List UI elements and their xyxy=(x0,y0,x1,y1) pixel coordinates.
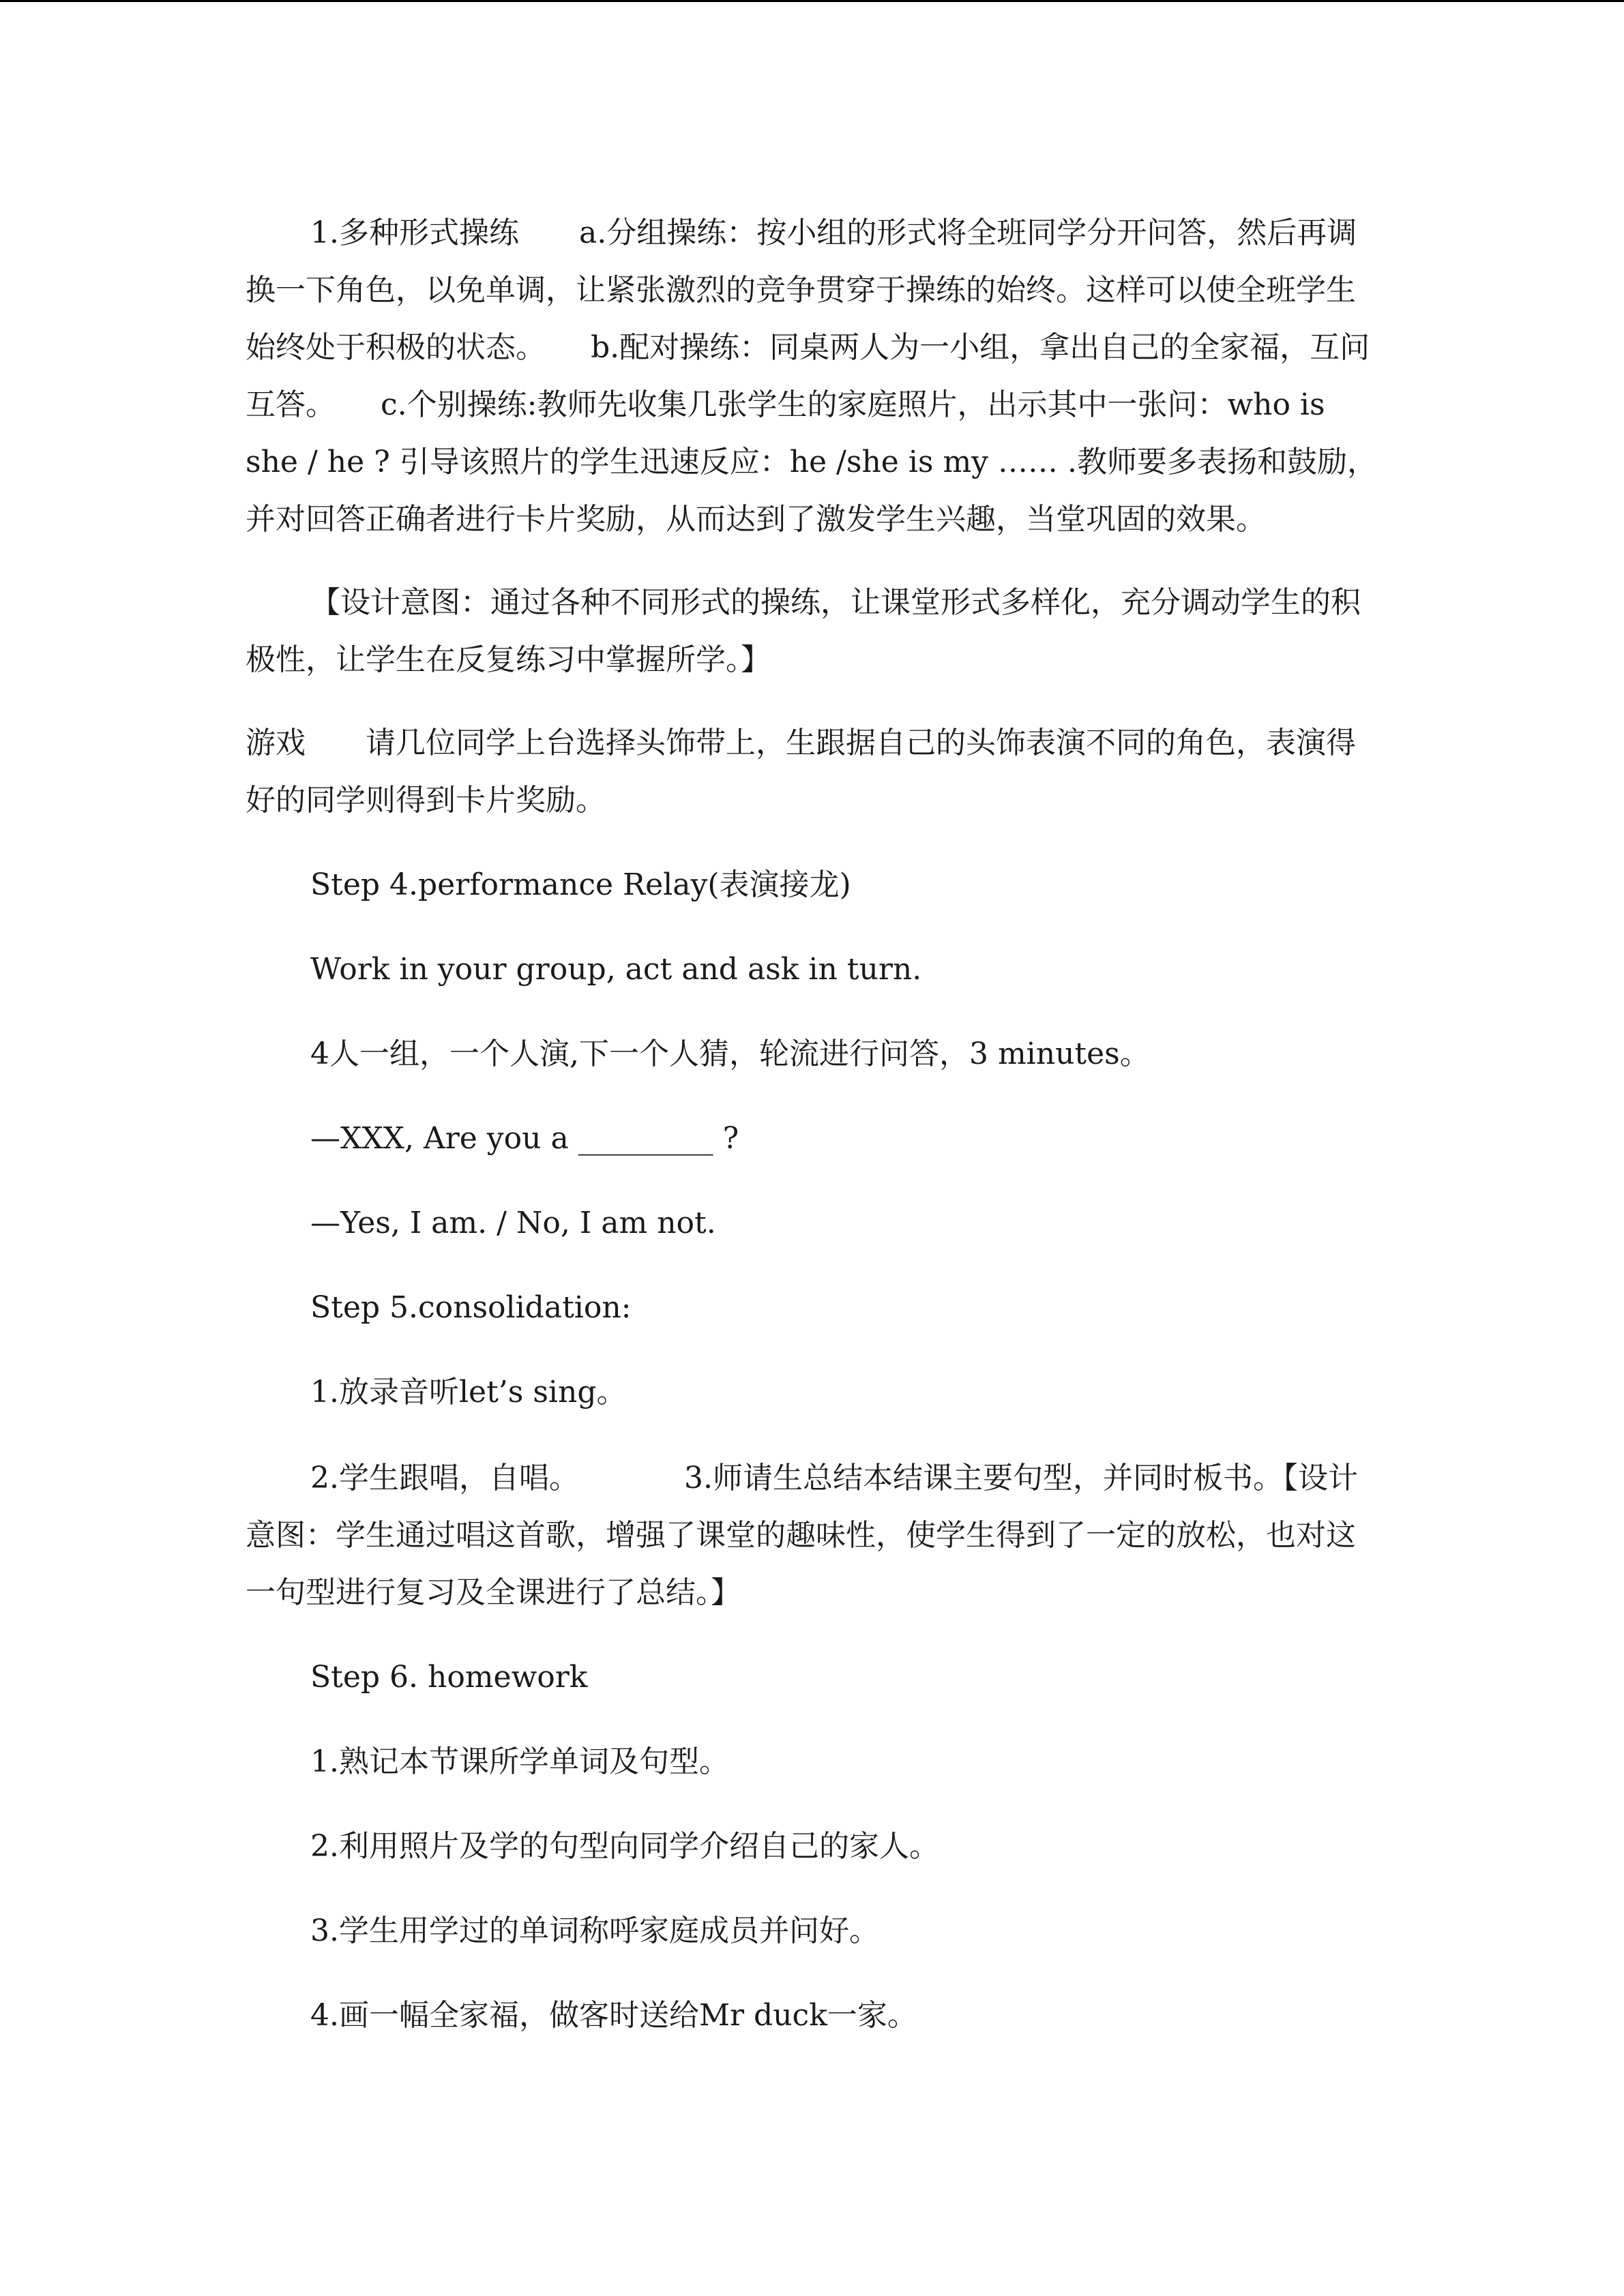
document-page xyxy=(246,205,1381,2044)
heading-step-5: Step 5.consolidation: xyxy=(310,1290,632,1325)
list-item-homework-1: 1.熟记本节课所学单词及句型。 xyxy=(310,1744,729,1779)
paragraph-work-in-group: Work in your group, act and ask in turn. xyxy=(310,952,922,987)
list-item-homework-3: 3.学生用学过的单词称呼家庭成员并问好。 xyxy=(310,1913,879,1948)
dialogue-question: —XXX, Are you a _________ ? xyxy=(310,1121,739,1156)
paragraph-game: 游戏 请几位同学上台选择头饰带上，生跟据自己的头饰表演不同的角色，表演得好的同学则得到卡片奖励。 xyxy=(246,726,1356,818)
dialogue-answer: —Yes, I am. / No, I am not. xyxy=(310,1206,716,1240)
page-top-border xyxy=(0,0,1624,2)
paragraph-group-of-four: 4人一组，一个人演,下一个人猜，轮流进行问答，3 minutes。 xyxy=(310,1037,1150,1071)
paragraph-drill-forms: 1.多种形式操练 a.分组操练：按小组的形式将全班同学分开问答，然后再调换一下角色，以免单调，让紧张激烈的竞争贯穿于操练的始终。这样可以使全班学生始终处于积极的状态。 b.配对操练：同桌两人为一小组，拿出自己的全家福，互问互答。 c.个别操练:教师先收集几张学生的家庭照片，出示其中一张问：who is she / he ? 引导该照片的学生迅速反应：he /she is my …… .教师要多表扬和鼓励，并对回答正确者进行卡片奖励，从而达到了激发学生兴趣，当堂巩固的效果。 xyxy=(246,215,1377,537)
list-item-homework-4: 4.画一幅全家福，做客时送给Mr duck一家。 xyxy=(310,1998,917,2033)
heading-step-4: Step 4.performance Relay(表演接龙) xyxy=(310,867,851,902)
list-item-play-recording: 1.放录音听let’s sing。 xyxy=(310,1375,627,1410)
paragraph-sing-and-summary: 2.学生跟唱，自唱。 3.师请生总结本结课主要句型，并同时板书。【设计意图：学生通过唱这首歌，增强了课堂的趣味性，使学生得到了一定的放松，也对这一句型进行复习及全课进行了总结。】 xyxy=(246,1461,1358,1610)
paragraph-design-intent-1: 【设计意图：通过各种不同形式的操练，让课堂形式多样化，充分调动学生的积极性，让学生在反复练习中掌握所学。】 xyxy=(246,585,1361,677)
list-item-homework-2: 2.利用照片及学的句型向同学介绍自己的家人。 xyxy=(310,1829,939,1864)
heading-step-6: Step 6. homework xyxy=(310,1660,588,1695)
